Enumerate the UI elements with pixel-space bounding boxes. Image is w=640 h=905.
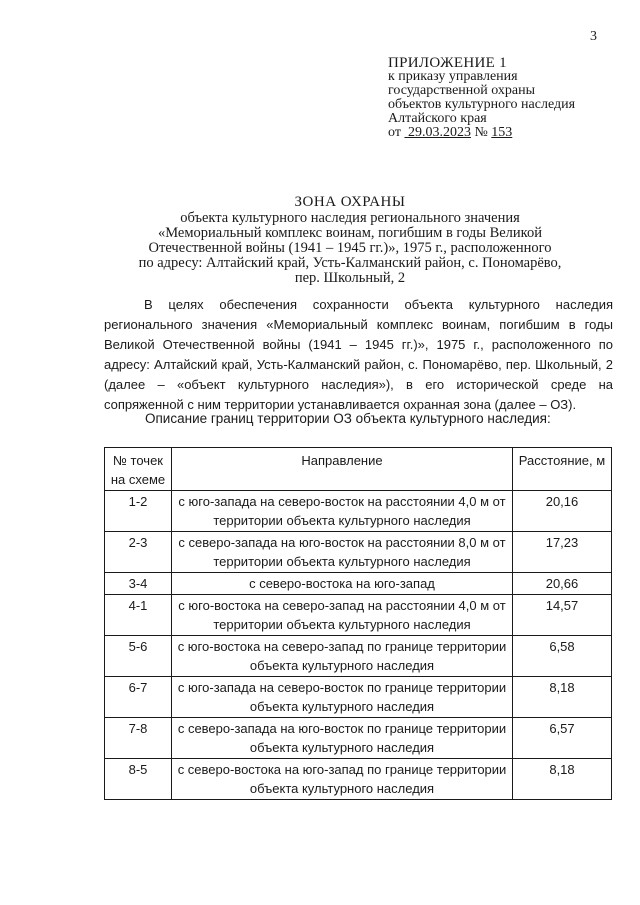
cell-distance: 6,58 <box>513 636 612 677</box>
cell-distance: 20,16 <box>513 491 612 532</box>
appendix-line: Алтайского края <box>388 111 487 126</box>
cell-distance: 8,18 <box>513 759 612 800</box>
cell-distance: 14,57 <box>513 595 612 636</box>
cell-direction: с северо-востока на юго-запад <box>172 573 513 595</box>
table-header-row <box>105 448 612 491</box>
page-number: 3 <box>590 29 597 44</box>
cell-points: 2-3 <box>105 532 172 573</box>
header-points: № точек на схеме <box>105 448 172 491</box>
table-row <box>105 491 612 532</box>
table-row <box>105 636 612 677</box>
order-number: 153 <box>491 125 513 140</box>
appendix-line: объектов культурного наследия <box>388 97 576 112</box>
table-row <box>105 532 612 573</box>
title-line: пер. Школьный, 2 <box>294 270 406 286</box>
appendix-heading: ПРИЛОЖЕНИЕ 1 <box>388 55 507 71</box>
cell-points: 5-6 <box>105 636 172 677</box>
cell-direction: с северо-запада на юго-восток на расстоянии 8,0 м от территории объекта культурного наследия <box>172 532 513 573</box>
cell-direction: с северо-востока на юго-запад по границе территории объекта культурного наследия <box>172 759 513 800</box>
cell-distance: 17,23 <box>513 532 612 573</box>
document-title <box>120 195 580 286</box>
cell-direction: с юго-запада на северо-восток на расстоянии 4,0 м от территории объекта культурного наследия <box>172 491 513 532</box>
table-row <box>105 718 612 759</box>
cell-direction: с юго-востока на северо-запад на расстоянии 4,0 м от территории объекта культурного наследия <box>172 595 513 636</box>
number-sign: № <box>474 125 488 140</box>
appendix-line: к приказу управления <box>388 69 518 84</box>
header-distance: Расстояние, м <box>513 448 612 491</box>
date-prefix: от <box>388 125 401 140</box>
cell-distance: 20,66 <box>513 573 612 595</box>
title-line: объекта культурного наследия регионального значения <box>180 210 520 226</box>
table-row <box>105 573 612 595</box>
boundary-table <box>104 447 612 800</box>
title-heading: ЗОНА ОХРАНЫ <box>294 194 406 210</box>
title-line: по адресу: Алтайский край, Усть-Калманский район, с. Пономарёво, <box>138 255 562 271</box>
intro-text: В целях обеспечения сохранности объекта культурного наследия регионального значения «Мемориальный комплекс воинам, погибшим в годы Великой Отечественной войны (1941 – 1945 гг.)», 1975 г., расположенного по адресу: Алтайский край, Усть-Калманский район, с. Пономарёво, пер. Школьный, 2 (далее – «объект культурного наследия»), в его исторической среде на сопряженной с ним территории устанавливается охранная зона (далее – ОЗ). <box>104 297 613 412</box>
appendix-block <box>388 56 628 140</box>
header-direction: Направление <box>172 448 513 491</box>
table-row <box>105 759 612 800</box>
cell-points: 6-7 <box>105 677 172 718</box>
cell-points: 1-2 <box>105 491 172 532</box>
table-row <box>105 677 612 718</box>
cell-direction: с северо-запада на юго-восток по границе территории объекта культурного наследия <box>172 718 513 759</box>
appendix-date-line <box>388 126 628 140</box>
cell-points: 8-5 <box>105 759 172 800</box>
title-line: Отечественной войны (1941 – 1945 гг.)», 1975 г., расположенного <box>148 240 552 256</box>
table-row <box>105 595 612 636</box>
cell-direction: с юго-запада на северо-восток по границе территории объекта культурного наследия <box>172 677 513 718</box>
cell-distance: 6,57 <box>513 718 612 759</box>
cell-points: 4-1 <box>105 595 172 636</box>
table-caption: Описание границ территории ОЗ объекта культурного наследия: <box>145 411 551 426</box>
order-date: 29.03.2023 <box>407 125 471 140</box>
cell-points: 7-8 <box>105 718 172 759</box>
cell-points: 3-4 <box>105 573 172 595</box>
cell-distance: 8,18 <box>513 677 612 718</box>
title-line: «Мемориальный комплекс воинам, погибшим в годы Великой <box>157 225 542 241</box>
appendix-line: государственной охраны <box>388 83 536 98</box>
cell-direction: с юго-востока на северо-запад по границе территории объекта культурного наследия <box>172 636 513 677</box>
intro-paragraph <box>104 295 613 415</box>
